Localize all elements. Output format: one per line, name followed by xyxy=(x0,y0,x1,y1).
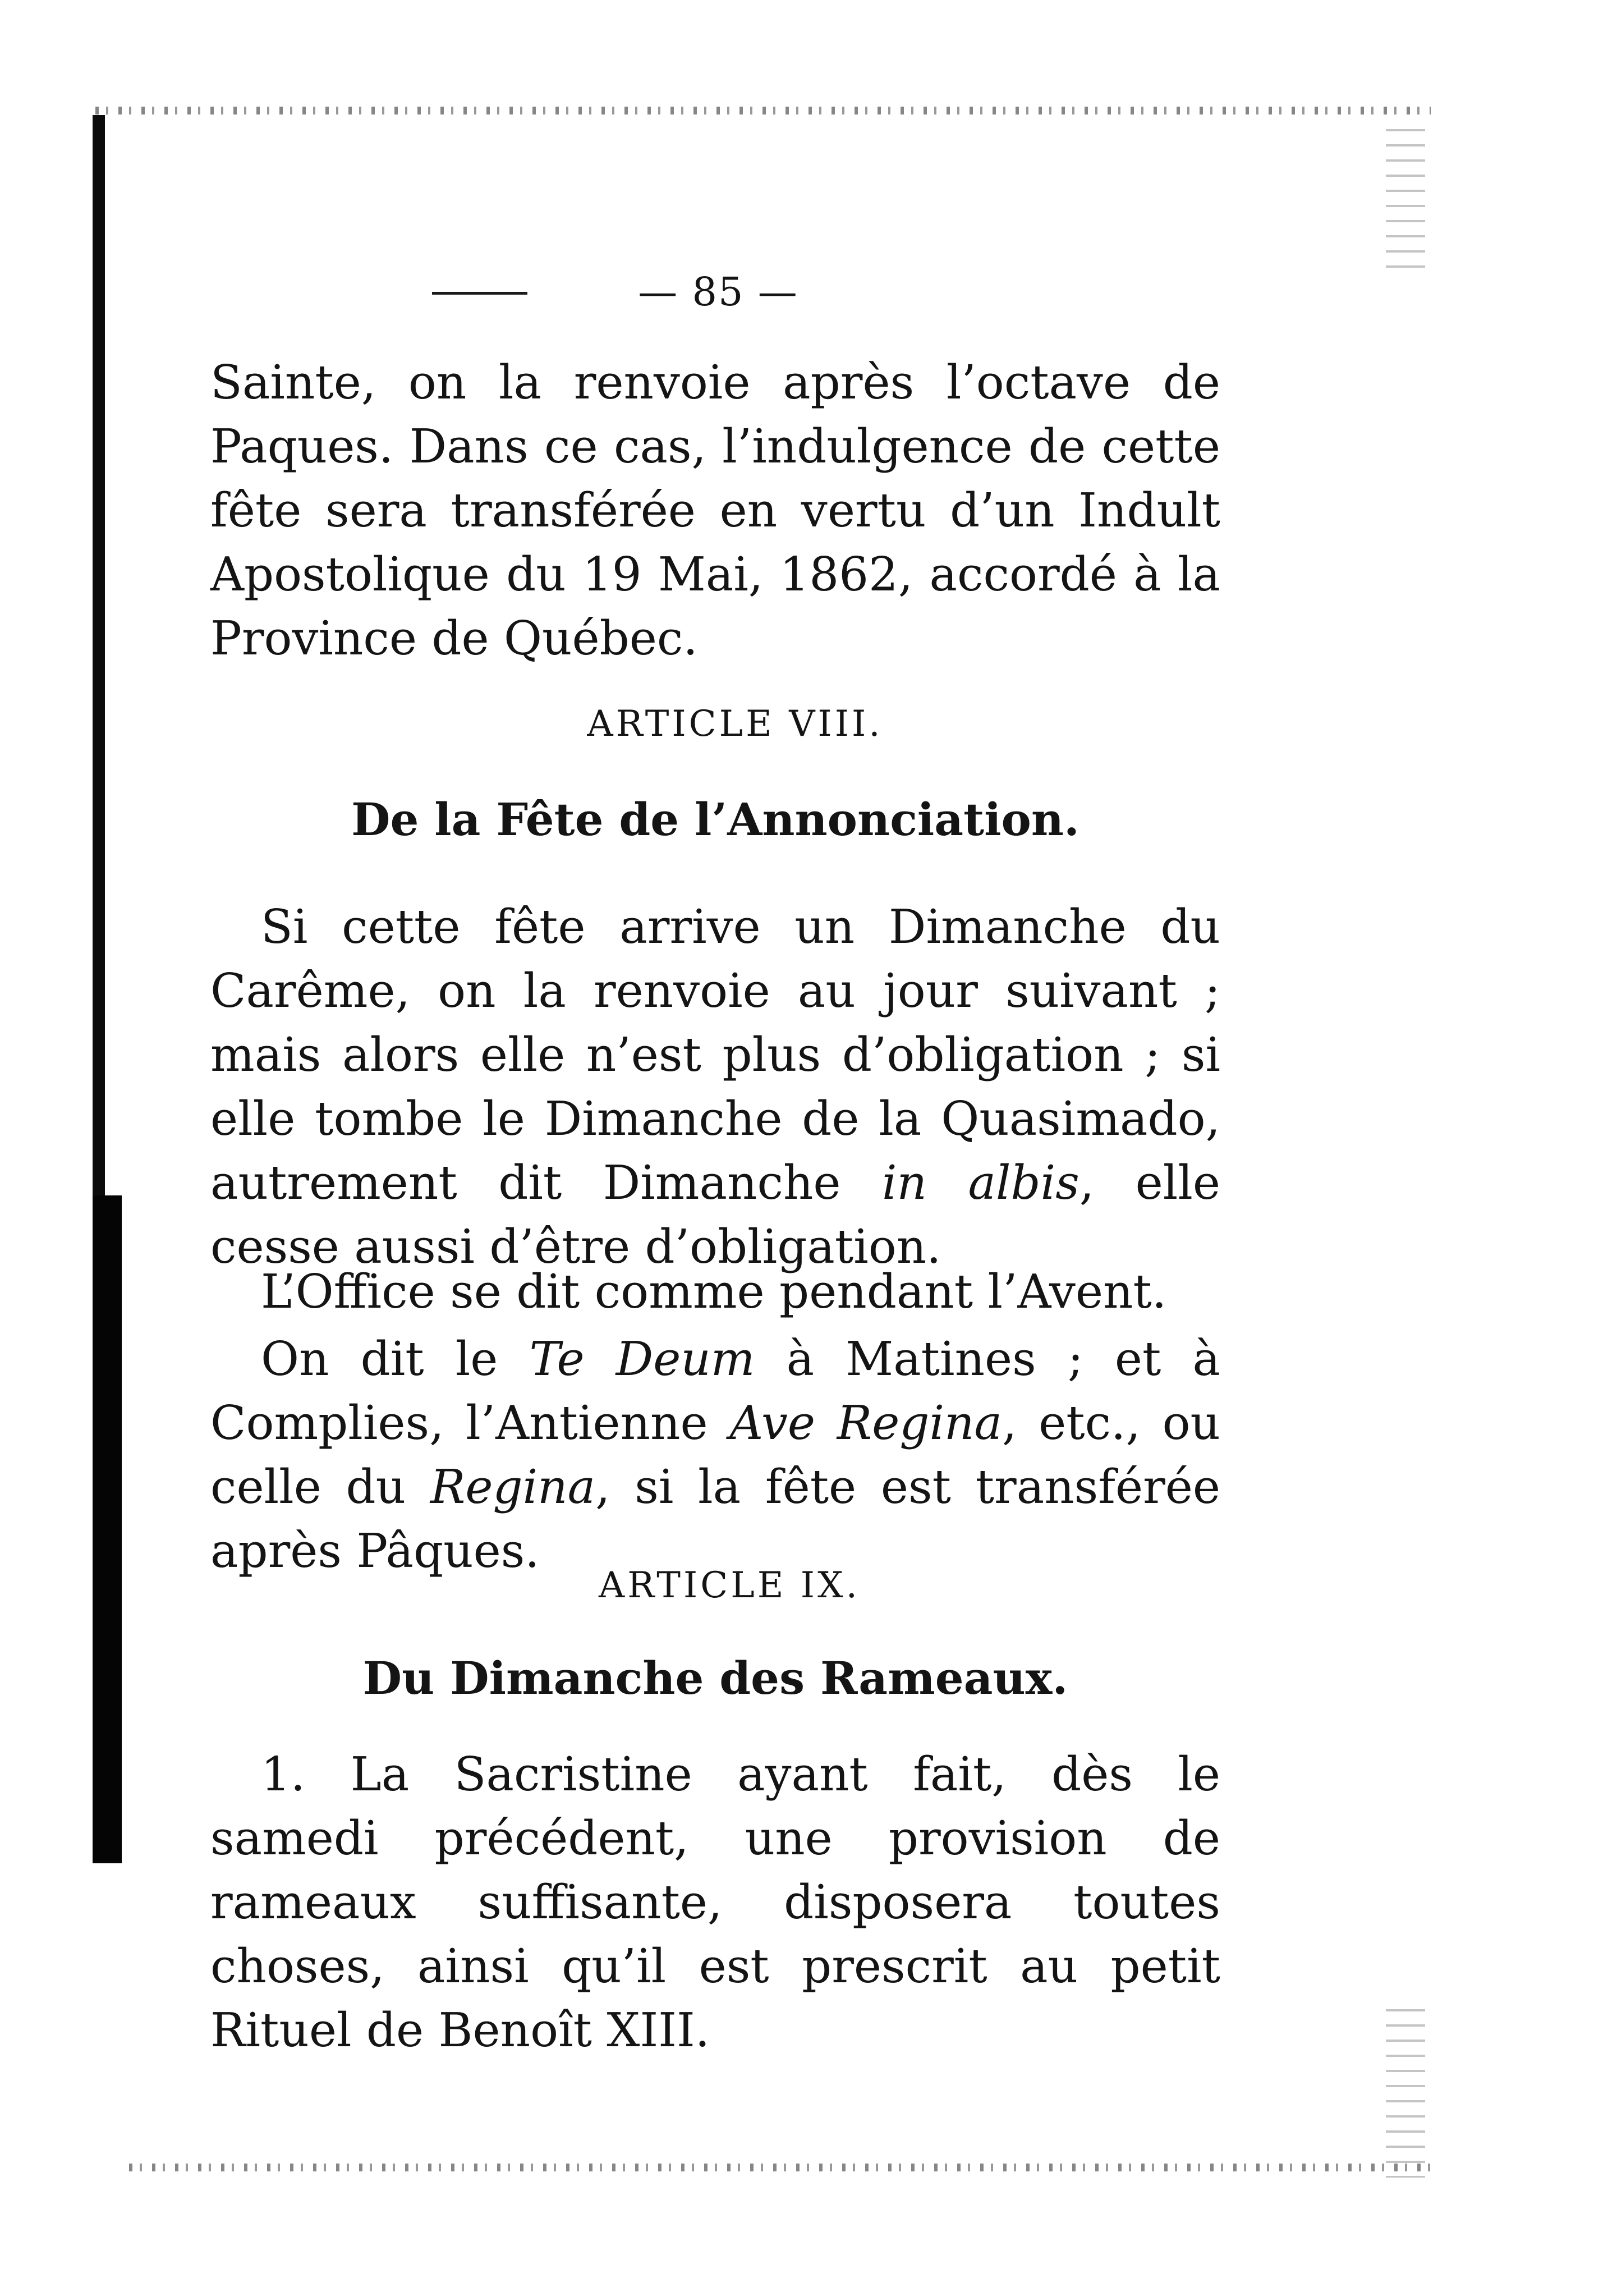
page-number: — 85 — xyxy=(638,269,798,315)
article-8-p1-text-a: Si cette fête arrive un Dimanche du Carême, on la renvoie au jour suivant ; mais alors elle n’est plus d’obligation ; si elle tombe le Dimanche de la Quasimado, autrement dit Dimanche xyxy=(210,900,1220,1210)
article-8-p1-text-b: , elle cesse aussi d’être d’obligation. xyxy=(210,1156,1220,1274)
article-9-paragraph-1: 1. La Sacristine ayant fait, dès le samedi précédent, une provision de rameaux suffisante, disposera toutes choses, ainsi qu’il est prescrit au petit Rituel de Benoît XIII. xyxy=(210,1747,1220,2057)
article-8-p1-italic: in albis xyxy=(882,1156,1079,1210)
article-8-p3-text-b: à Matines ; et à Complies, l’Antienne xyxy=(210,1332,1221,1450)
article-8-paragraph-3 xyxy=(210,1327,1220,1583)
scan-speckle-right-bottom xyxy=(1386,2009,1425,2178)
article-8-paragraph-1 xyxy=(210,895,1220,1279)
scan-edge-bar-thick xyxy=(93,1195,122,1863)
scan-noise-bottom xyxy=(129,2164,1436,2171)
article-8-p3-text-a: On dit le xyxy=(261,1332,530,1386)
article-8-p3-italic-ave-regina: Ave Regina xyxy=(729,1396,1002,1450)
article-9-title: Du Dimanche des Rameaux. xyxy=(362,1652,1068,1704)
scan-speckle-right-top xyxy=(1386,129,1425,275)
header-dash xyxy=(432,292,527,295)
continuation-paragraph: Sainte, on la renvoie après l’octave de Paques. Dans ce cas, l’indulgence de cette fête sera transférée en vertu d’un Indult Apostolique du 19 Mai, 1862, accordé à la Province de Québec. xyxy=(210,355,1220,666)
article-9-label: ARTICLE IX. xyxy=(599,1565,860,1606)
article-8-title: De la Fête de l’Annonciation. xyxy=(351,793,1079,846)
page-header xyxy=(0,261,1617,323)
article-8-paragraph-2: L’Office se dit comme pendant l’Avent. xyxy=(261,1264,1167,1319)
article-8-p3-italic-regina: Regina xyxy=(430,1460,596,1514)
scan-noise-top xyxy=(95,107,1431,114)
article-8-p3-text-d: , si la fête est transférée après Pâques. xyxy=(210,1460,1221,1578)
article-8-p3-italic-te-deum: Te Deum xyxy=(529,1332,755,1386)
article-8-label: ARTICLE VIII. xyxy=(587,703,883,745)
article-8-p3-text-c: , etc., ou celle du xyxy=(210,1396,1221,1514)
